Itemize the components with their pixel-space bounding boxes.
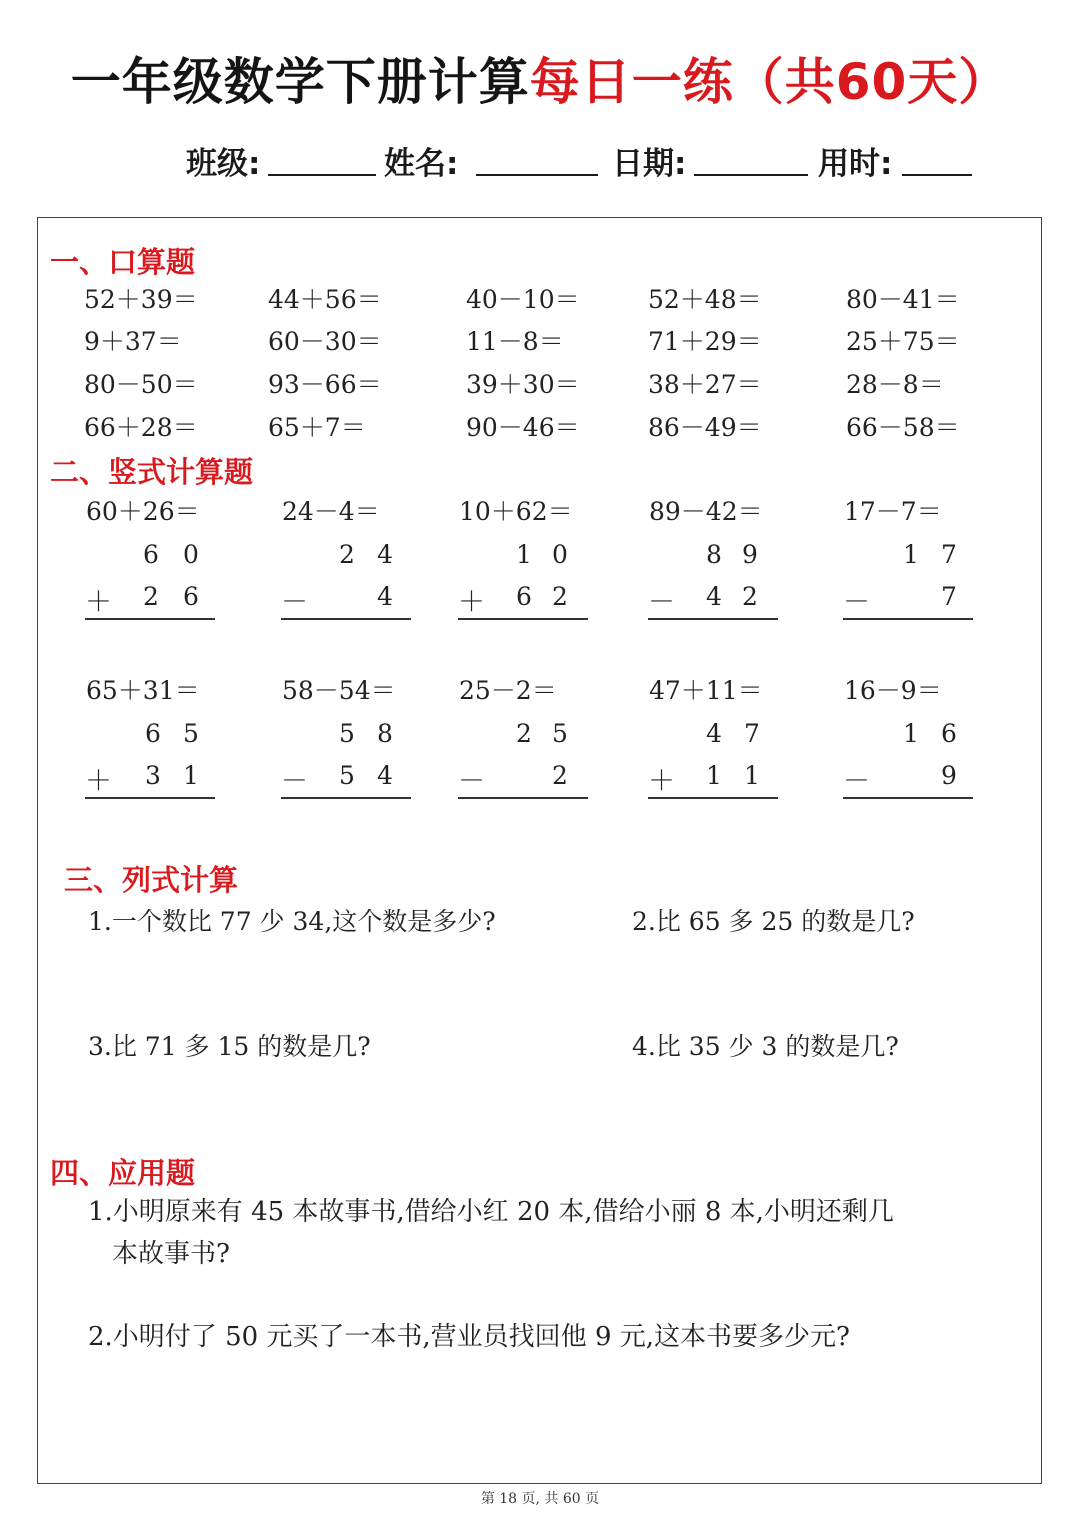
bottom-tens-digit: 6 xyxy=(516,582,532,611)
top-tens-digit: 4 xyxy=(706,719,722,748)
oral-problem: 9＋37＝ xyxy=(84,327,182,356)
top-ones-digit: 5 xyxy=(552,719,568,748)
answer-line xyxy=(85,797,215,799)
top-tens-digit: 2 xyxy=(339,540,355,569)
vertical-calc xyxy=(281,540,411,622)
top-ones-digit: 7 xyxy=(941,540,957,569)
top-ones-digit: 6 xyxy=(941,719,957,748)
vertical-problem-equation: 25－2＝ xyxy=(459,676,557,705)
bottom-ones-digit: 1 xyxy=(183,761,199,790)
name-label: 姓名: xyxy=(384,146,459,182)
top-tens-digit: 1 xyxy=(516,540,532,569)
oral-problem: 86－49＝ xyxy=(648,413,762,442)
oral-problem: 38＋27＝ xyxy=(648,370,762,399)
oral-problem: 90－46＝ xyxy=(466,413,580,442)
oral-problem: 93－66＝ xyxy=(268,370,382,399)
vertical-problem-equation: 16－9＝ xyxy=(844,676,942,705)
oral-problem: 28－8＝ xyxy=(846,370,944,399)
top-ones-digit: 5 xyxy=(183,719,199,748)
operator-sign: － xyxy=(843,766,870,797)
vertical-problem-equation: 65＋31＝ xyxy=(86,676,200,705)
vertical-calc xyxy=(458,540,588,622)
bottom-ones-digit: 2 xyxy=(552,761,568,790)
top-tens-digit: 6 xyxy=(143,540,159,569)
top-tens-digit: 1 xyxy=(903,540,919,569)
top-tens-digit: 5 xyxy=(339,719,355,748)
written-problem: 2.比 65 多 25 的数是几? xyxy=(632,907,915,936)
written-problem: 1.一个数比 77 少 34,这个数是多少? xyxy=(88,907,496,936)
top-ones-digit: 9 xyxy=(742,540,758,569)
bottom-tens-digit: 4 xyxy=(706,582,722,611)
oral-problem: 11－8＝ xyxy=(466,327,564,356)
answer-line xyxy=(843,797,973,799)
oral-problem: 52＋48＝ xyxy=(648,285,762,314)
operator-sign: ＋ xyxy=(458,587,485,618)
answer-line xyxy=(281,618,411,620)
answer-line xyxy=(85,618,215,620)
written-problem: 3.比 71 多 15 的数是几? xyxy=(88,1032,371,1061)
section2-heading: 二、竖式计算题 xyxy=(50,455,254,489)
class-label: 班级: xyxy=(186,146,261,182)
time-blank[interactable] xyxy=(902,174,972,176)
oral-problem: 25＋75＝ xyxy=(846,327,960,356)
vertical-problem-equation: 24－4＝ xyxy=(282,497,380,526)
oral-problem: 60－30＝ xyxy=(268,327,382,356)
operator-sign: － xyxy=(281,766,308,797)
top-tens-digit: 6 xyxy=(145,719,161,748)
class-blank[interactable] xyxy=(268,174,376,176)
oral-problem: 52＋39＝ xyxy=(84,285,198,314)
word-problem-line: 2.小明付了 50 元买了一本书,营业员找回他 9 元,这本书要多少元? xyxy=(88,1322,850,1352)
vertical-calc xyxy=(843,540,973,622)
operator-sign: － xyxy=(648,587,675,618)
written-problem: 4.比 35 少 3 的数是几? xyxy=(632,1032,899,1061)
date-label: 日期: xyxy=(612,146,687,182)
bottom-tens-digit: 1 xyxy=(706,761,722,790)
top-tens-digit: 1 xyxy=(903,719,919,748)
vertical-problem-equation: 89－42＝ xyxy=(649,497,763,526)
answer-line xyxy=(648,618,778,620)
vertical-calc xyxy=(843,719,973,801)
bottom-tens-digit: 2 xyxy=(143,582,159,611)
bottom-tens-digit: 5 xyxy=(339,761,355,790)
oral-problem: 39＋30＝ xyxy=(466,370,580,399)
answer-line xyxy=(458,797,588,799)
oral-problem: 80－41＝ xyxy=(846,285,960,314)
top-ones-digit: 7 xyxy=(744,719,760,748)
operator-sign: － xyxy=(458,766,485,797)
vertical-calc xyxy=(648,540,778,622)
vertical-calc xyxy=(85,719,215,801)
oral-problem: 80－50＝ xyxy=(84,370,198,399)
bottom-ones-digit: 1 xyxy=(744,761,760,790)
section3-heading: 三、列式计算 xyxy=(64,863,239,897)
oral-problem: 44＋56＝ xyxy=(268,285,382,314)
vertical-problem-equation: 17－7＝ xyxy=(844,497,942,526)
bottom-ones-digit: 9 xyxy=(941,761,957,790)
oral-problem: 71＋29＝ xyxy=(648,327,762,356)
page-title xyxy=(0,42,1080,114)
operator-sign: ＋ xyxy=(85,587,112,618)
top-ones-digit: 0 xyxy=(552,540,568,569)
vertical-problem-equation: 58－54＝ xyxy=(282,676,396,705)
operator-sign: － xyxy=(281,587,308,618)
vertical-problem-equation: 10＋62＝ xyxy=(459,497,573,526)
oral-problem: 40－10＝ xyxy=(466,285,580,314)
answer-line xyxy=(843,618,973,620)
operator-sign: ＋ xyxy=(85,766,112,797)
title-main: 一年级数学下册计算 xyxy=(70,53,530,111)
bottom-ones-digit: 2 xyxy=(552,582,568,611)
bottom-ones-digit: 2 xyxy=(742,582,758,611)
bottom-ones-digit: 7 xyxy=(941,582,957,611)
top-tens-digit: 8 xyxy=(706,540,722,569)
top-ones-digit: 4 xyxy=(377,540,393,569)
oral-problem: 66＋28＝ xyxy=(84,413,198,442)
bottom-ones-digit: 6 xyxy=(183,582,199,611)
operator-sign: ＋ xyxy=(648,766,675,797)
date-blank[interactable] xyxy=(694,174,808,176)
answer-line xyxy=(458,618,588,620)
oral-problem: 65＋7＝ xyxy=(268,413,366,442)
top-ones-digit: 0 xyxy=(183,540,199,569)
section4-heading: 四、应用题 xyxy=(50,1156,196,1190)
bottom-ones-digit: 4 xyxy=(377,582,393,611)
time-label: 用时: xyxy=(818,146,893,182)
oral-problem: 66－58＝ xyxy=(846,413,960,442)
vertical-problem-equation: 47＋11＝ xyxy=(649,676,763,705)
top-tens-digit: 2 xyxy=(516,719,532,748)
page-footer: 第 18 页, 共 60 页 xyxy=(480,1491,600,1507)
operator-sign: － xyxy=(843,587,870,618)
vertical-calc xyxy=(458,719,588,801)
word-problem-line: 1.小明原来有 45 本故事书,借给小红 20 本,借给小丽 8 本,小明还剩几 xyxy=(88,1197,894,1227)
vertical-calc xyxy=(85,540,215,622)
name-blank[interactable] xyxy=(476,174,598,176)
vertical-calc xyxy=(281,719,411,801)
vertical-problem-equation: 60＋26＝ xyxy=(86,497,200,526)
vertical-calc xyxy=(648,719,778,801)
bottom-ones-digit: 4 xyxy=(377,761,393,790)
word-problem-line: 本故事书? xyxy=(112,1239,230,1269)
top-ones-digit: 8 xyxy=(377,719,393,748)
answer-line xyxy=(648,797,778,799)
bottom-tens-digit: 3 xyxy=(145,761,161,790)
answer-line xyxy=(281,797,411,799)
title-highlight: 每日一练（共60天） xyxy=(529,53,1010,111)
section1-heading: 一、口算题 xyxy=(50,245,196,279)
